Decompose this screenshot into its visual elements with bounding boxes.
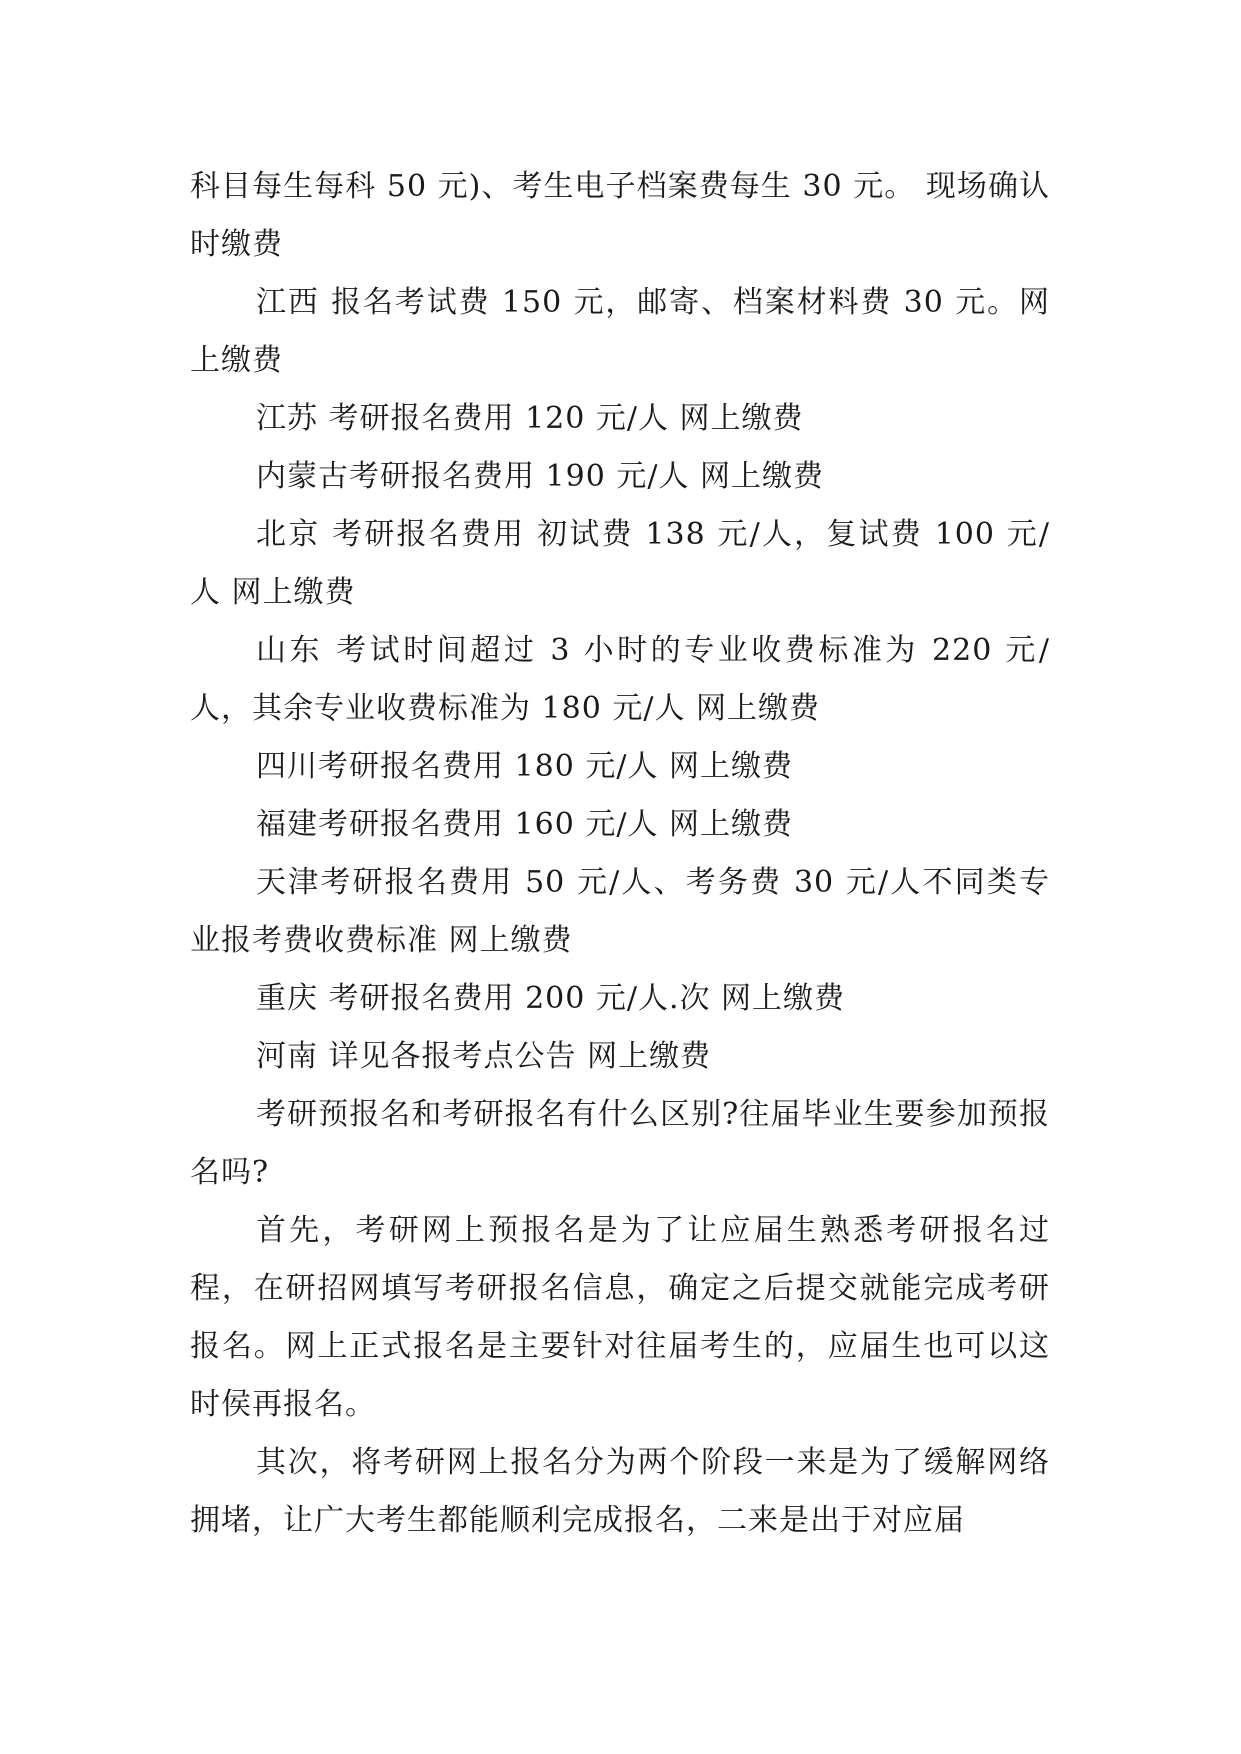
paragraph-answer-first: 首先，考研网上预报名是为了让应届生熟悉考研报名过程，在研招网填写考研报名信息，确定之后提交就能完成考研报名。网上正式报名是主要针对往届考生的，应届生也可以这时侯再报名。	[190, 1213, 1050, 1422]
paragraph-question-heading: 考研预报名和考研报名有什么区别?往届毕业生要参加预报名吗?	[190, 1097, 1050, 1190]
paragraph-exam-subject-fees: 科目每生每科 50 元)、考生电子档案费每生 30 元。 现场确认时缴费	[190, 169, 1050, 262]
paragraph-beijing-fee: 北京 考研报名费用 初试费 138 元/人，复试费 100 元/人 网上缴费	[190, 517, 1050, 610]
paragraph-jiangsu-fee: 江苏 考研报名费用 120 元/人 网上缴费	[256, 401, 804, 436]
paragraph-fujian-fee: 福建考研报名费用 160 元/人 网上缴费	[256, 807, 793, 842]
paragraph-tianjin-fee: 天津考研报名费用 50 元/人、考务费 30 元/人不同类专业报考费收费标准 网上缴费	[190, 865, 1050, 958]
document-body	[190, 158, 1050, 1550]
paragraph-shandong-fee: 山东 考试时间超过 3 小时的专业收费标准为 220 元/人，其余专业收费标准为 180 元/人 网上缴费	[190, 633, 1050, 726]
paragraph-chongqing-fee: 重庆 考研报名费用 200 元/人.次 网上缴费	[256, 981, 846, 1016]
paragraph-answer-second: 其次，将考研网上报名分为两个阶段一来是为了缓解网络拥堵，让广大考生都能顺利完成报名，二来是出于对应届	[190, 1445, 1050, 1538]
paragraph-jiangxi-fee: 江西 报名考试费 150 元，邮寄、档案材料费 30 元。网上缴费	[190, 285, 1050, 378]
paragraph-sichuan-fee: 四川考研报名费用 180 元/人 网上缴费	[256, 749, 793, 784]
paragraph-henan-fee: 河南 详见各报考点公告 网上缴费	[256, 1039, 712, 1074]
paragraph-neimenggu-fee: 内蒙古考研报名费用 190 元/人 网上缴费	[256, 459, 824, 494]
